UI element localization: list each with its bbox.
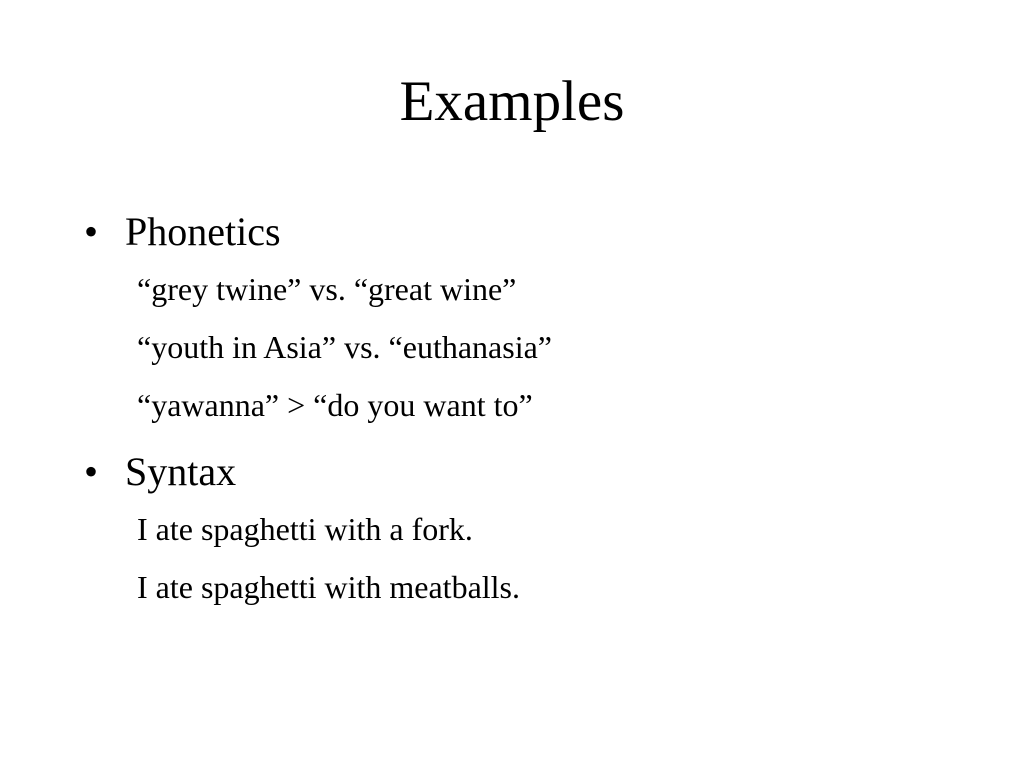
bullet-label: Syntax [125,449,237,494]
slide-title: Examples [399,70,625,133]
bullet-syntax [84,444,984,616]
bullet-phonetics [84,204,984,434]
sub-item: “yawanna” > “do you want to” [137,387,533,423]
sub-item: “youth in Asia” vs. “euthanasia” [137,329,552,365]
sub-item: I ate spaghetti with meatballs. [137,569,520,605]
sub-list [84,500,984,616]
bullet-list [84,204,984,616]
bullet-label: Phonetics [125,209,281,254]
sub-item: I ate spaghetti with a fork. [137,511,473,547]
bullet-dot-icon: • [84,209,99,254]
bullet-row [84,204,984,260]
sub-list [84,260,984,434]
bullet-dot-icon: • [84,449,99,494]
sub-item: “grey twine” vs. “great wine” [137,271,517,307]
bullet-row [84,444,984,500]
